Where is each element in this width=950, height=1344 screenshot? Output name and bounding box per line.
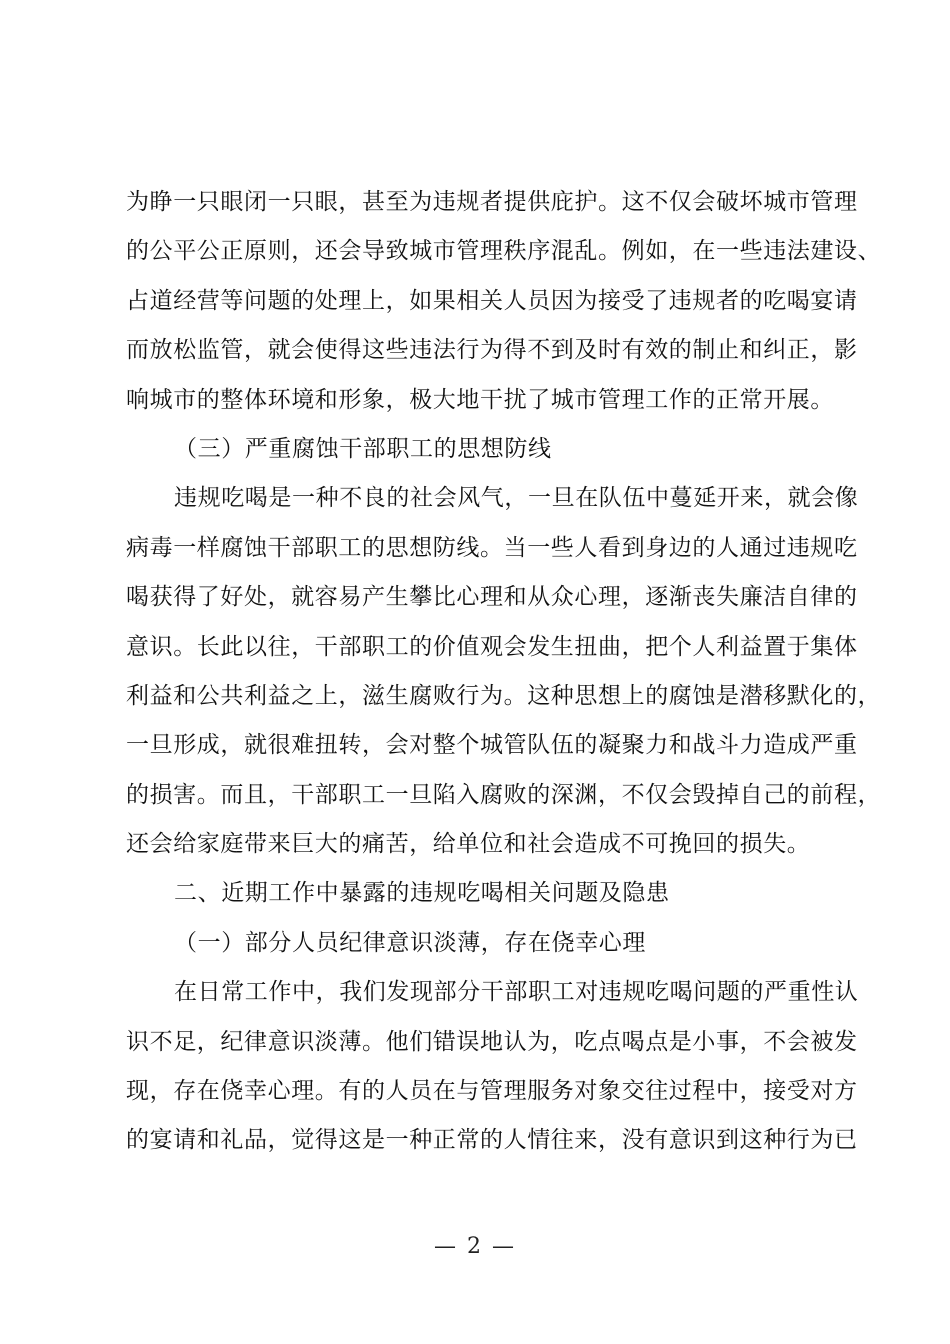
text-line: 识不足，纪律意识淡薄。他们错误地认为，吃点喝点是小事，不会被发 bbox=[126, 1028, 858, 1055]
text-line: 病毒一样腐蚀干部职工的思想防线。当一些人看到身边的人通过违规吃 bbox=[126, 534, 858, 561]
text-line: 在日常工作中，我们发现部分干部职工对违规吃喝问题的严重性认 bbox=[174, 979, 859, 1006]
text-line: 占道经营等问题的处理上，如果相关人员因为接受了违规者的吃喝宴请 bbox=[126, 287, 858, 314]
text-line: 为睁一只眼闭一只眼，甚至为违规者提供庇护。这不仅会破坏城市管理 bbox=[126, 189, 858, 215]
page-number: — 2 — bbox=[434, 1234, 516, 1259]
text-line: 喝获得了好处，就容易产生攀比心理和从众心理，逐渐丧失廉洁自律的 bbox=[126, 584, 858, 611]
section-heading: （三）严重腐蚀干部职工的思想防线 bbox=[174, 435, 552, 462]
text-line: 而放松监管，就会使得这些违法行为得不到及时有效的制止和纠正，影 bbox=[126, 337, 858, 364]
text-line: 的宴请和礼品，觉得这是一种正常的人情往来，没有意识到这种行为已 bbox=[126, 1127, 858, 1154]
section-heading: （一）部分人员纪律意识淡薄，存在侥幸心理 bbox=[174, 929, 646, 956]
text-line: 现，存在侥幸心理。有的人员在与管理服务对象交往过程中，接受对方 bbox=[126, 1078, 858, 1105]
text-line: 利益和公共利益之上，滋生腐败行为。这种思想上的腐蚀是潜移默化的， bbox=[126, 682, 882, 709]
text-line: 的损害。而且，干部职工一旦陷入腐败的深渊，不仅会毁掉自己的前程， bbox=[126, 781, 882, 808]
chapter-heading: 二、近期工作中暴露的违规吃喝相关问题及隐患 bbox=[174, 880, 670, 907]
document-body bbox=[126, 178, 882, 1166]
text-line: 还会给家庭带来巨大的痛苦，给单位和社会造成不可挽回的损失。 bbox=[126, 831, 811, 858]
text-line: 响城市的整体环境和形象，极大地干扰了城市管理工作的正常开展。 bbox=[126, 386, 834, 413]
text-line: 意识。长此以往，干部职工的价值观会发生扭曲，把个人利益置于集体 bbox=[126, 633, 858, 660]
text-line: 违规吃喝是一种不良的社会风气，一旦在队伍中蔓延开来，就会像 bbox=[174, 485, 859, 512]
text-line: 一旦形成，就很难扭转，会对整个城管队伍的凝聚力和战斗力造成严重 bbox=[126, 732, 858, 759]
text-line: 的公平公正原则，还会导致城市管理秩序混乱。例如，在一些违法建设、 bbox=[126, 238, 882, 265]
